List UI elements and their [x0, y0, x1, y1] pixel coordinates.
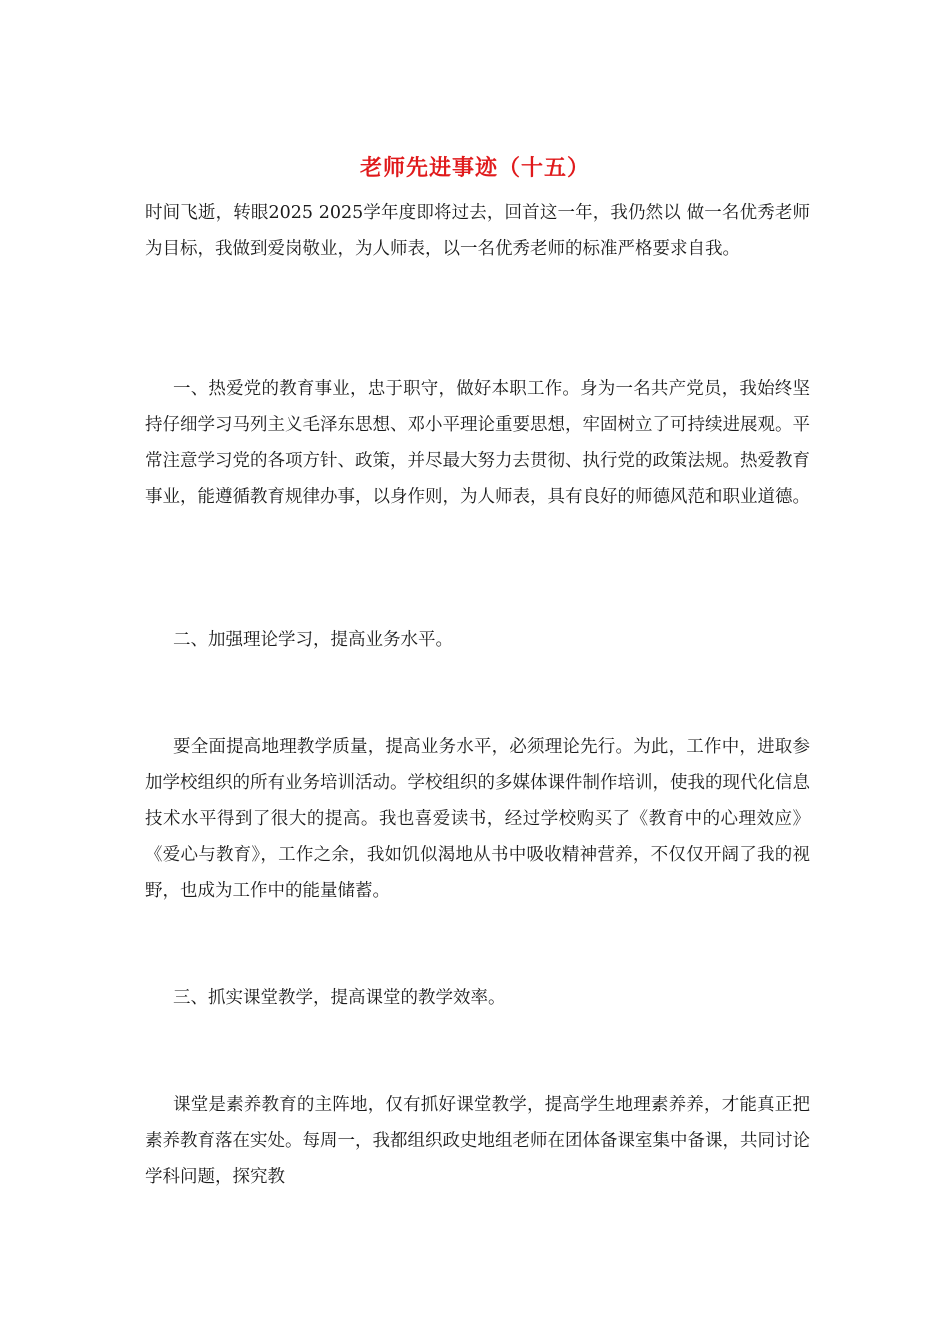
document-title: 老师先进事迹（十五） — [359, 155, 590, 181]
section-one-paragraph: 一、热爱党的教育事业，忠于职守，做好本职工作。身为一名共产党员，我始终坚持仔细学习马列主义毛泽东思想、邓小平理论重要思想，牢固树立了可持续进展观。平常注意学习党的各项方针、政策，并尽最大努力去贯彻、执行党的政策法规。热爱教育事业，能遵循教育规律办事，以身作则，为人师表，具有良好的师德风范和职业道德。 — [145, 379, 810, 507]
section-three-paragraph: 课堂是素养教育的主阵地，仅有抓好课堂教学，提高学生地理素养养，才能真正把素养教育落在实处。每周一，我都组织政史地组老师在团体备课室集中备课，共同讨论学科问题，探究教 — [145, 1095, 810, 1187]
section-three-heading: 三、抓实课堂教学，提高课堂的教学效率。 — [173, 988, 506, 1008]
intro-paragraph: 时间飞逝，转眼2025 2025学年度即将过去，回首这一年，我仍然以 做一名优秀老师 为目标，我做到爱岗敬业，为人师表，以一名优秀老师的标准严格要求自我。 — [145, 203, 810, 259]
section-two-paragraph: 要全面提高地理教学质量，提高业务水平，必须理论先行。为此，工作中，进取参加学校组织的所有业务培训活动。学校组织的多媒体课件制作培训，使我的现代化信息技术水平得到了很大的提高。我也喜爱读书，经过学校购买了《教育中的心理效应》《爱心与教育》，工作之余，我如饥似渴地从书中吸收精神营养，不仅仅开阔了我的视野，也成为工作中的能量储蓄。 — [145, 737, 810, 901]
section-two-heading: 二、加强理论学习，提高业务水平。 — [173, 630, 453, 650]
